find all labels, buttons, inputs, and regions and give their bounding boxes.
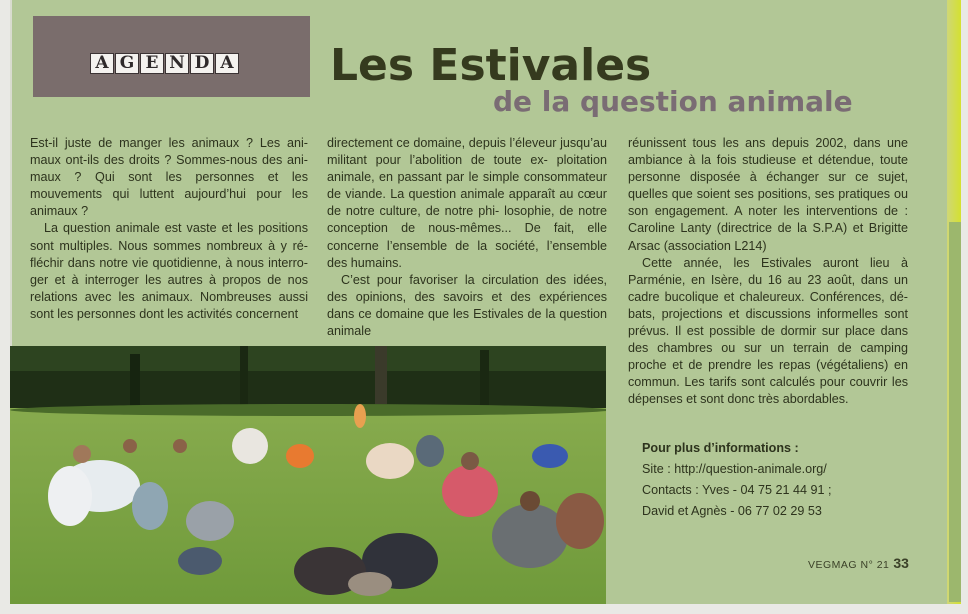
agenda-letter: N	[165, 53, 189, 74]
agenda-letter: A	[90, 53, 114, 74]
page-footer	[808, 555, 909, 573]
text-column-2	[327, 135, 607, 340]
paragraph: Cette année, les Estivales auront lieu à Parménie, en Isère, du 16 au 23 août, dans un cadre bucolique et chaleureux. Conférences, dé- bats, projections et discussions informelles sont prévus. Il est possible de dormir sur place dans des chambres ou sur un terrain de camping proche et de prendre les repas (végétaliens) en commun. Les tarifs sont calculés pour couvrir les dépenses et sont donc très abordables.	[628, 255, 908, 407]
info-heading: Pour plus d’informations :	[642, 441, 799, 455]
agenda-letter: E	[140, 53, 164, 74]
info-site: Site : http://question-animale.org/	[642, 462, 827, 476]
agenda-letter: A	[215, 53, 239, 74]
agenda-label	[90, 53, 239, 74]
magazine-issue: VEGMAG N° 21	[808, 559, 890, 571]
paragraph: La question animale est vaste et les positions sont multiples. Nous sommes nombreux à y ré- fléchir dans notre vie quotidienne, à nous interro- ger et à interroger les autres à propos de nos relations avec les animaux. Nombreuses aussi sont les personnes dont les activités concernent	[30, 221, 308, 321]
meadow-gathering-image	[10, 346, 606, 604]
text-column-3	[628, 135, 908, 409]
paragraph: réunissent tous les ans depuis 2002, dans une ambiance à la fois studieuse et détendue, toute personne disposée à échanger sur ce sujet, quelles que soient ses positions, ses pratiques ou son engagement. A noter les interventions de : Caroline Lanty (directrice de la S.P.A) et Brigitte Arsac (association L214)	[628, 136, 908, 253]
article-subtitle: de la question animale	[493, 85, 853, 118]
paragraph: C’est pour favoriser la circulation des idées, des opinions, des savoirs et des expériences dans ce domaine que les Estivales de la question animale	[327, 272, 607, 339]
text-column-1	[30, 135, 308, 323]
article-title: Les Estivales	[330, 40, 652, 91]
info-contacts: Contacts : Yves - 04 75 21 44 91 ;	[642, 483, 832, 497]
info-contacts-2: David et Agnès - 06 77 02 29 53	[642, 504, 822, 518]
agenda-banner	[33, 16, 310, 97]
agenda-letter: G	[115, 53, 139, 74]
paragraph: directement ce domaine, depuis l’éleveur jusqu’au militant pour l’abolition de toute ex- ploitation animale, en passant par le simple consommateur de viande. La question animale apparaît au cœur de notre culture, de notre phi- losophie, de notre conception de nous-mêmes... De fait, elle concerne l’ensemble de la société, l’ensemble des humains.	[327, 136, 607, 270]
contact-info	[642, 438, 832, 522]
group-photo	[10, 346, 606, 604]
paragraph: Est-il juste de manger les animaux ? Les ani- maux ont-ils des droits ? Sommes-nous des ani- maux ? Qui sont les personnes et les mouvements qui luttent aujourd’hui pour les animaux ?	[30, 136, 308, 219]
agenda-letter: D	[190, 53, 214, 74]
page-edge-shadow	[949, 222, 961, 602]
page-number: 33	[893, 555, 909, 571]
